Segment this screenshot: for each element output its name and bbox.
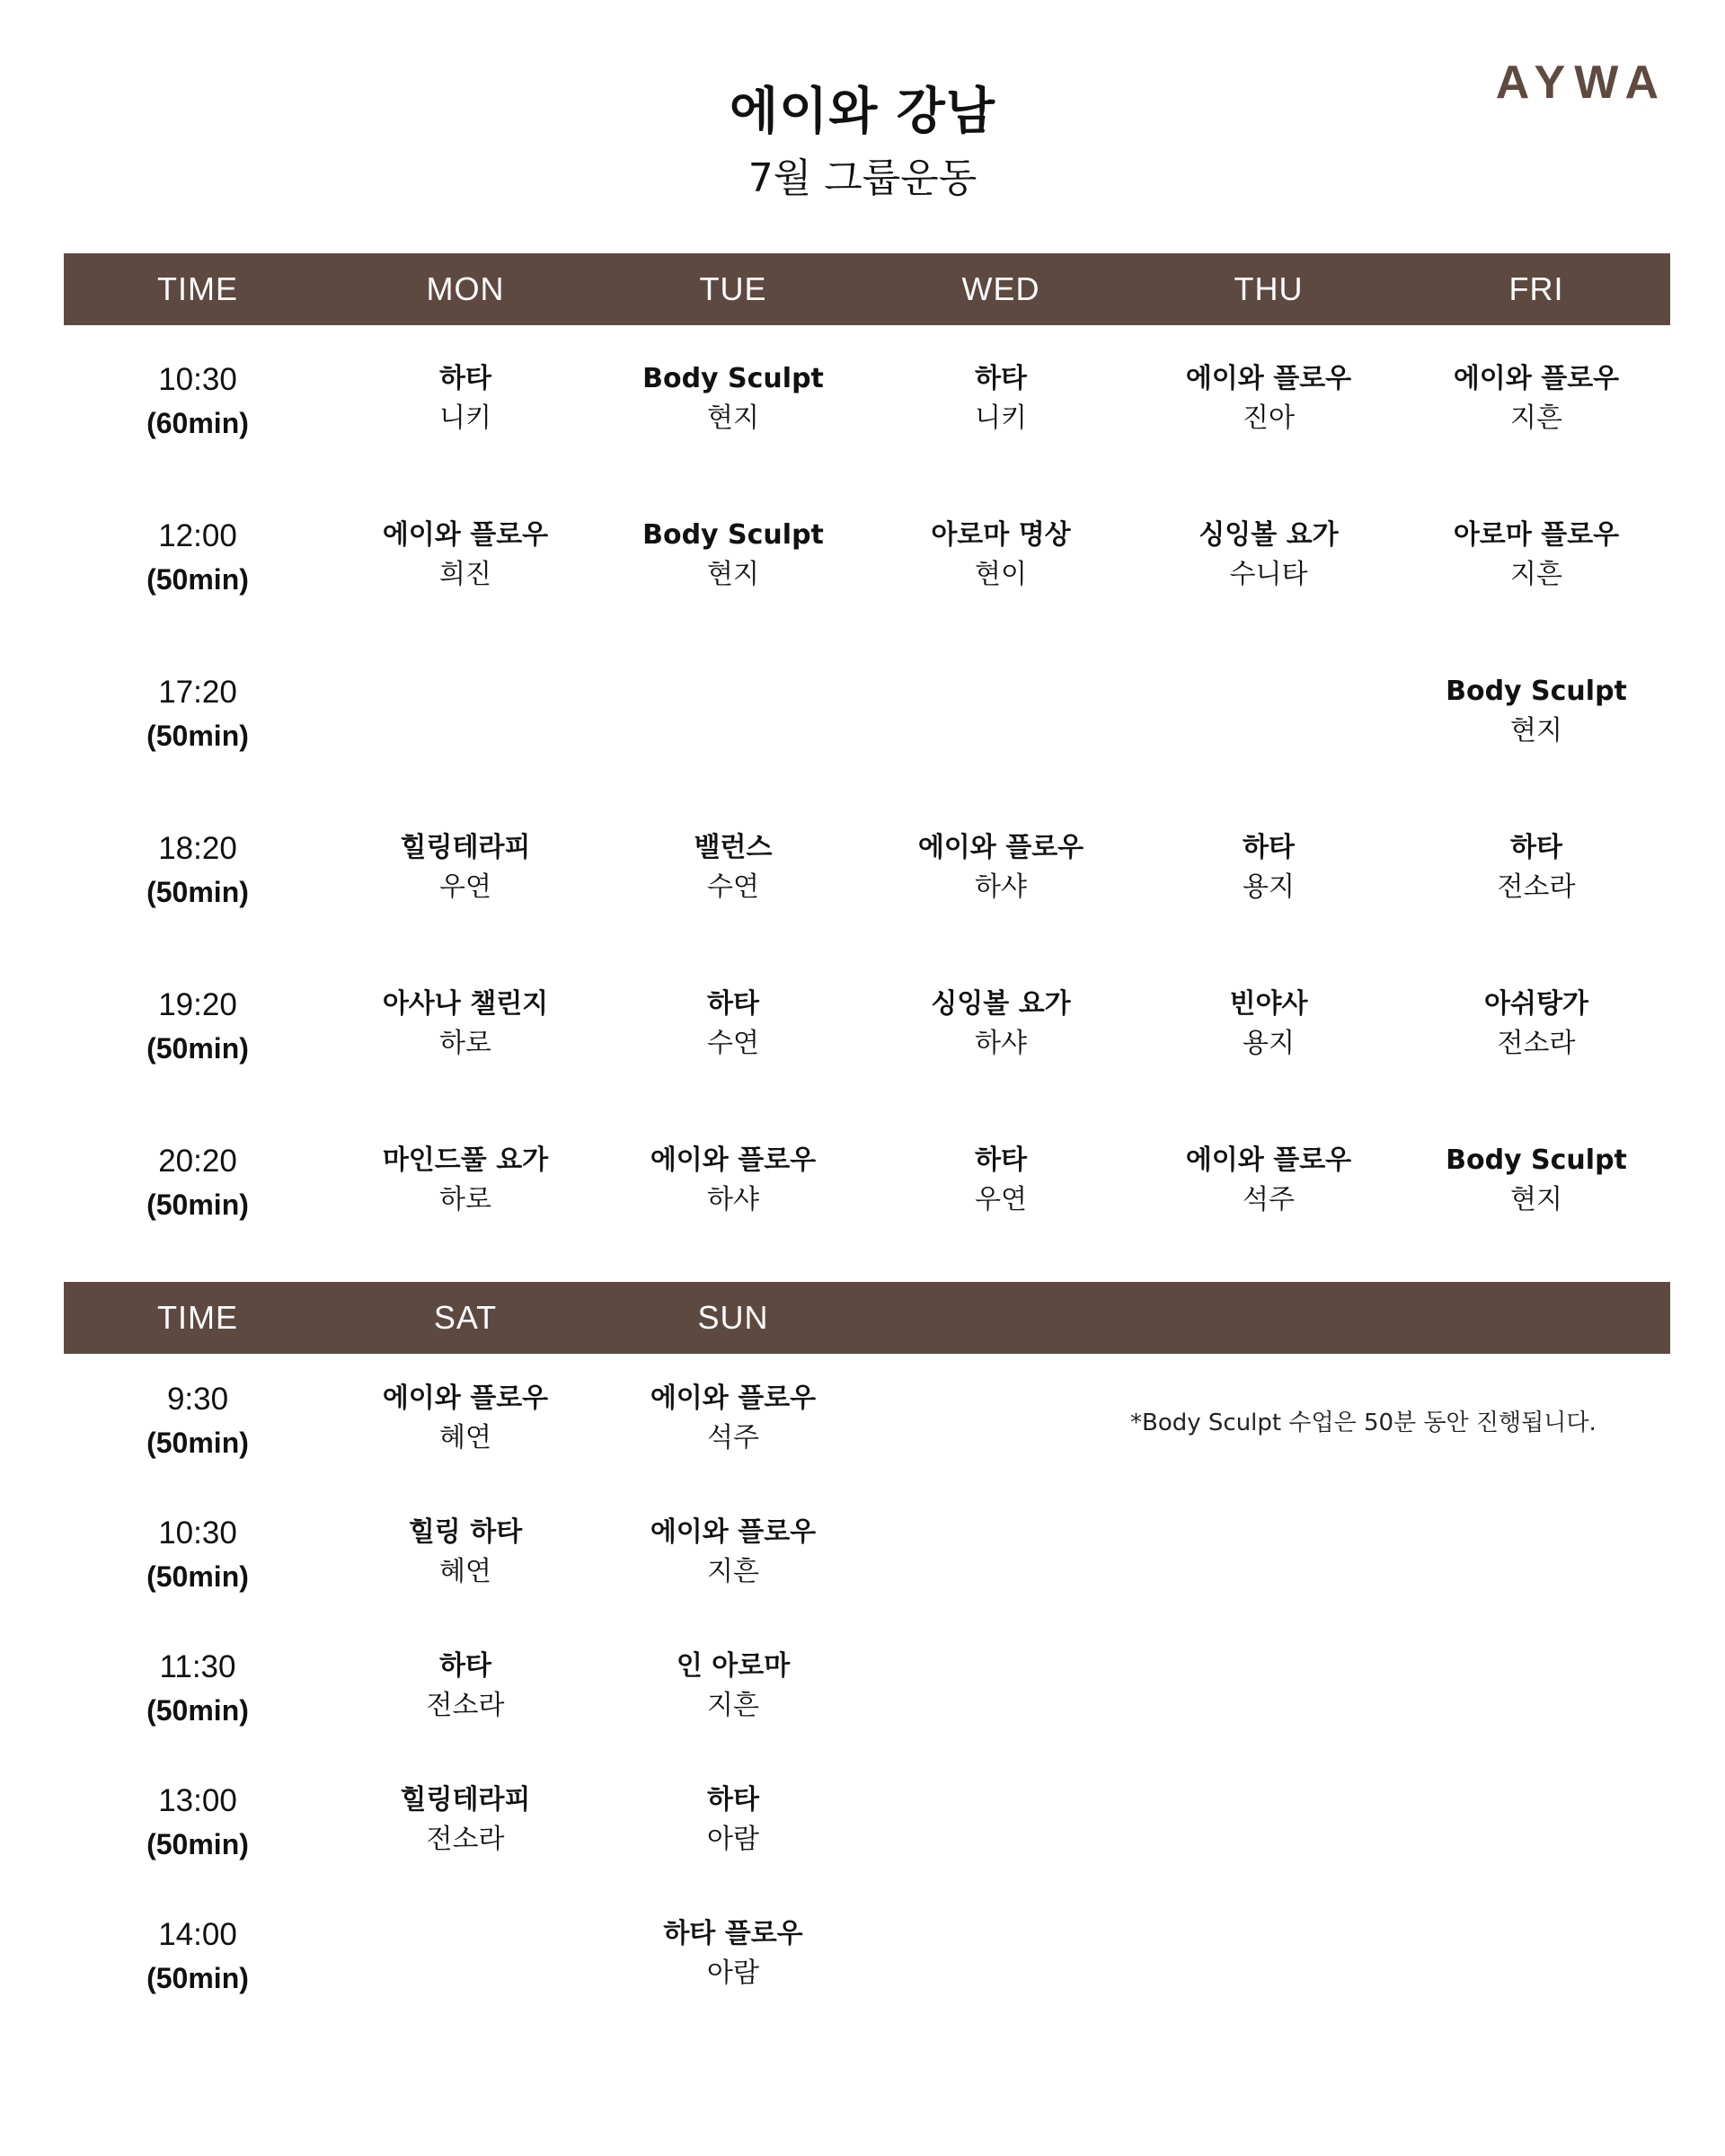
weekday-rows — [64, 325, 1670, 1279]
class-teacher: 아람 — [707, 1957, 759, 1989]
class-cell — [1135, 810, 1402, 967]
class-name: 하타 — [439, 363, 491, 394]
class-name: Body Sculpt — [642, 519, 824, 551]
table-row — [64, 654, 1670, 810]
header-time: TIME — [157, 270, 238, 307]
class-cell — [1135, 341, 1402, 498]
class-teacher: 하로 — [439, 1184, 491, 1215]
class-cell — [1402, 341, 1670, 498]
class-name: 하타 — [975, 1144, 1027, 1176]
class-cell — [332, 1629, 599, 1763]
time-start: 19:20 — [158, 987, 237, 1022]
header-empty — [1402, 1282, 1670, 1354]
time-cell — [64, 1629, 332, 1763]
time-duration: (50min) — [146, 1427, 249, 1459]
class-name: 하타 플로우 — [663, 1918, 803, 1949]
class-teacher: 지흔 — [707, 1690, 759, 1721]
class-name: 하타 — [707, 988, 759, 1020]
class-cell — [867, 967, 1135, 1123]
class-cell — [599, 1629, 867, 1763]
class-teacher: 진아 — [1243, 402, 1295, 434]
class-name: 하타 — [1243, 832, 1295, 863]
weekend-rows — [64, 1354, 1670, 2030]
time-start: 17:20 — [158, 675, 237, 710]
class-teacher: 아람 — [707, 1824, 759, 1855]
class-cell — [599, 967, 867, 1123]
class-name: 마인드풀 요가 — [382, 1144, 549, 1176]
page-title: 에이와 강남 — [730, 83, 995, 141]
table-row — [64, 1629, 1670, 1763]
class-teacher: 전소라 — [1497, 871, 1576, 903]
time-cell — [64, 654, 332, 810]
header-wed: WED — [961, 270, 1040, 307]
class-name: 에이와 플로우 — [650, 1516, 817, 1548]
time-duration: (50min) — [146, 720, 249, 752]
class-name: 아쉬탕가 — [1484, 988, 1588, 1020]
weekend-schedule-table — [64, 1282, 1670, 2030]
class-cell — [332, 1123, 599, 1279]
time-duration: (50min) — [146, 563, 249, 596]
time-cell — [64, 1495, 332, 1629]
header-tue: TUE — [699, 270, 767, 307]
class-name: Body Sculpt — [1446, 1144, 1627, 1176]
class-name: Body Sculpt — [642, 363, 824, 394]
class-teacher: 하샤 — [707, 1184, 759, 1215]
weekday-header-row — [64, 253, 1670, 325]
class-cell — [1402, 654, 1670, 810]
time-start: 14:00 — [158, 1917, 237, 1952]
time-cell — [64, 1361, 332, 1495]
class-cell — [599, 810, 867, 967]
header-fri: FRI — [1508, 270, 1564, 307]
class-name: 에이와 플로우 — [650, 1383, 817, 1414]
header-time: TIME — [157, 1299, 238, 1336]
brand-logo: AYWA — [1495, 57, 1668, 109]
class-cell — [332, 967, 599, 1123]
time-cell — [64, 498, 332, 654]
class-name: 에이와 플로우 — [650, 1144, 817, 1176]
class-name: 인 아로마 — [676, 1650, 791, 1682]
class-cell — [867, 1123, 1135, 1279]
time-start: 11:30 — [159, 1649, 236, 1684]
class-name: 에이와 플로우 — [1453, 363, 1620, 394]
class-teacher: 니키 — [439, 402, 491, 434]
class-name: Body Sculpt — [1446, 676, 1627, 707]
class-name: 아사나 챌린지 — [382, 988, 549, 1020]
class-teacher: 혜연 — [439, 1422, 491, 1454]
table-row — [64, 1763, 1670, 1896]
class-name: 하타 — [439, 1650, 491, 1682]
class-teacher: 용지 — [1243, 1028, 1295, 1059]
class-cell — [1402, 810, 1670, 967]
class-teacher: 수연 — [707, 1028, 759, 1059]
class-teacher: 현지 — [1510, 715, 1562, 747]
class-teacher: 현지 — [707, 559, 759, 590]
time-duration: (50min) — [146, 876, 249, 908]
time-cell — [64, 1896, 332, 2030]
time-start: 10:30 — [158, 362, 237, 397]
class-name: 싱잉볼 요가 — [931, 988, 1071, 1020]
table-row — [64, 1123, 1670, 1279]
class-teacher: 하샤 — [975, 871, 1027, 903]
class-cell — [1135, 1123, 1402, 1279]
class-teacher: 혜연 — [439, 1556, 491, 1587]
weekday-schedule-table — [64, 253, 1670, 1279]
class-name: 하타 — [1510, 832, 1562, 863]
table-row — [64, 810, 1670, 967]
class-cell — [332, 654, 599, 810]
class-cell — [599, 341, 867, 498]
time-duration: (50min) — [146, 1560, 249, 1593]
time-start: 12:00 — [158, 518, 237, 553]
class-name: 에이와 플로우 — [917, 832, 1084, 863]
class-teacher: 니키 — [975, 402, 1027, 434]
class-teacher: 수니타 — [1229, 559, 1308, 590]
time-cell — [64, 1123, 332, 1279]
class-cell — [332, 498, 599, 654]
class-name: 아로마 명상 — [931, 519, 1071, 551]
class-teacher: 석주 — [707, 1422, 759, 1454]
class-teacher: 현지 — [707, 402, 759, 434]
class-cell — [867, 341, 1135, 498]
time-cell — [64, 341, 332, 498]
page-subtitle: 7월 그룹운동 — [748, 155, 978, 201]
time-start: 10:30 — [158, 1515, 237, 1551]
class-cell — [1135, 498, 1402, 654]
class-cell — [599, 1763, 867, 1896]
class-teacher: 현이 — [975, 559, 1027, 590]
time-duration: (50min) — [146, 1188, 249, 1221]
time-start: 20:20 — [158, 1144, 237, 1179]
class-cell — [599, 654, 867, 810]
time-cell — [64, 967, 332, 1123]
class-name: 밸런스 — [694, 832, 773, 863]
header-empty — [1135, 1282, 1402, 1354]
time-duration: (50min) — [146, 1828, 249, 1860]
table-row — [64, 1896, 1670, 2030]
class-teacher: 하로 — [439, 1028, 491, 1059]
class-cell — [1402, 1123, 1670, 1279]
class-cell — [332, 341, 599, 498]
class-teacher: 현지 — [1510, 1184, 1562, 1215]
class-name: 에이와 플로우 — [1185, 363, 1352, 394]
time-cell — [64, 810, 332, 967]
class-cell — [867, 654, 1135, 810]
class-teacher: 지흔 — [1510, 402, 1562, 434]
class-teacher: 전소라 — [426, 1824, 505, 1855]
time-duration: (60min) — [146, 407, 249, 439]
class-name: 싱잉볼 요가 — [1199, 519, 1339, 551]
weekend-header-row — [64, 1282, 1670, 1354]
class-teacher: 전소라 — [1497, 1028, 1576, 1059]
time-start: 9:30 — [166, 1382, 229, 1417]
class-teacher: 하샤 — [975, 1028, 1027, 1059]
class-teacher: 전소라 — [426, 1690, 505, 1721]
class-cell — [1402, 498, 1670, 654]
table-row — [64, 967, 1670, 1123]
class-cell — [599, 1361, 867, 1495]
class-cell — [1135, 967, 1402, 1123]
time-duration: (50min) — [146, 1032, 249, 1065]
class-name: 힐링테라피 — [400, 1784, 531, 1816]
class-cell — [599, 498, 867, 654]
time-start: 18:20 — [158, 831, 237, 866]
header-empty — [867, 1282, 1135, 1354]
header-thu: THU — [1234, 270, 1304, 307]
table-row — [64, 498, 1670, 654]
class-cell — [1402, 967, 1670, 1123]
class-cell — [1135, 654, 1402, 810]
class-teacher: 지흔 — [707, 1556, 759, 1587]
class-cell — [332, 810, 599, 967]
class-name: 에이와 플로우 — [382, 519, 549, 551]
class-teacher: 석주 — [1243, 1184, 1295, 1215]
class-name: 아로마 플로우 — [1453, 519, 1620, 551]
class-cell — [332, 1896, 599, 2030]
class-cell — [867, 498, 1135, 654]
class-teacher: 용지 — [1243, 871, 1295, 903]
class-cell — [867, 810, 1135, 967]
class-name: 에이와 플로우 — [1185, 1144, 1352, 1176]
class-teacher: 수연 — [707, 871, 759, 903]
class-cell — [599, 1896, 867, 2030]
class-teacher: 우연 — [439, 871, 491, 903]
class-cell — [332, 1361, 599, 1495]
table-row — [64, 1495, 1670, 1629]
header-sat: SAT — [433, 1299, 498, 1336]
class-name: 힐링테라피 — [400, 832, 531, 863]
class-cell — [599, 1495, 867, 1629]
class-name: 하타 — [975, 363, 1027, 394]
class-cell — [332, 1763, 599, 1896]
time-duration: (50min) — [146, 1694, 249, 1727]
class-name: 하타 — [707, 1784, 759, 1816]
class-name: 빈야사 — [1229, 988, 1308, 1020]
class-teacher: 지흔 — [1510, 559, 1562, 590]
class-name: 힐링 하타 — [408, 1516, 523, 1548]
header-sun: SUN — [697, 1299, 769, 1336]
time-start: 13:00 — [158, 1783, 237, 1818]
class-teacher: 우연 — [975, 1184, 1027, 1215]
header-mon: MON — [426, 270, 505, 307]
footnote: *Body Sculpt 수업은 50분 동안 진행됩니다. — [1130, 1409, 1597, 1436]
class-cell — [332, 1495, 599, 1629]
time-duration: (50min) — [146, 1962, 249, 1994]
class-teacher: 희진 — [439, 559, 491, 590]
time-cell — [64, 1763, 332, 1896]
table-row — [64, 341, 1670, 498]
class-name: 에이와 플로우 — [382, 1383, 549, 1414]
class-cell — [599, 1123, 867, 1279]
